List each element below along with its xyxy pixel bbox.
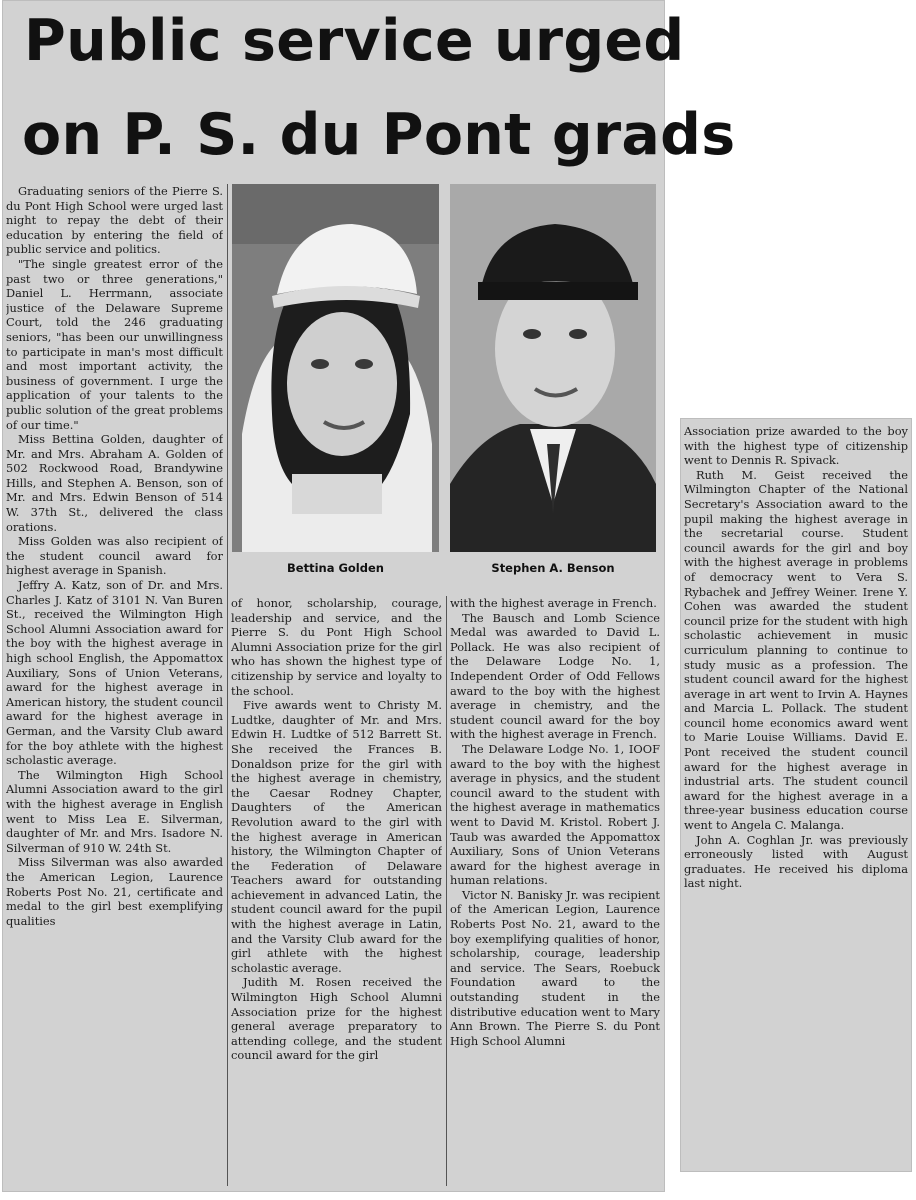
article-paragraph: The Bausch and Lomb Science Medal was awarded to David L. Pollack. He was also recipient of the Delaware Lodge No. 1, Independent Order of Odd Fellows award to the boy with the highest average in chemistry, and the student council award for the boy with the highest average in French.	[450, 610, 660, 742]
graduate-girl-portrait-icon	[232, 184, 439, 552]
article-paragraph: "The single greatest error of the past two or three generations," Daniel L. Herrmann, associate justice of the Delaware Supreme Court, told the 246 graduating seniors, "has been our unwillingness to participate in man's most difficult and most important activity, the business of government. I urge the application of your talents to the public solution of the great problems of our time."	[6, 256, 223, 432]
article-paragraph: Miss Bettina Golden, daughter of Mr. and Mrs. Abraham A. Golden of 502 Rockwood Road, Brandywine Hills, and Stephen A. Benson, son of Mr. and Mrs. Edwin Benson of 514 W. 37th St., delivered the class orations.	[6, 432, 223, 534]
article-paragraph: The Delaware Lodge No. 1, IOOF award to the boy with the highest average in physics, and the student council award to the student with the highest average in mathematics went to David M. Kristol. Robert J. Taub was awarded the Appomattox Auxiliary, Sons of Union Veterans award for the highest average in human relations.	[450, 741, 660, 888]
photo-caption-right: Stephen A. Benson	[491, 561, 615, 575]
column-rule-1	[227, 184, 228, 1186]
graduate-boy-portrait-icon	[450, 184, 656, 552]
article-column-3	[450, 596, 660, 1186]
article-paragraph: Ruth M. Geist received the Wilmington Chapter of the National Secretary's Association award to the pupil making the highest average in the secretarial course. Student council awards for the girl and boy with the highest average in problems of democracy went to Vera S. Rybachek and Jeffrey Weiner. Irene Y. Cohen was awarded the student council prize for the student with high scholastic achievement in music curriculum planning to continue to study music as a profession. The student council award for the highest average in art went to Irvin A. Haynes and Marcia L. Pollack. The student council home economics award went to Marie Louise Williams. David E. Pont received the student council award for the highest average in industrial arts. The student council award for the highest average in a three-year business education course went to Angela C. Malanga.	[684, 467, 908, 833]
article-paragraph: with the highest average in French.	[450, 596, 657, 610]
article-column-1	[6, 184, 223, 1184]
article-paragraph: Miss Silverman was also awarded the American Legion, Laurence Roberts Post No. 21, certificate and medal to the girl best exemplifying qualities	[6, 855, 223, 928]
photo-stephen-a-benson	[450, 184, 656, 552]
article-paragraph: Jeffry A. Katz, son of Dr. and Mrs. Charles J. Katz of 3101 N. Van Buren St., received the Wilmington High School Alumni Association award for the boy with the highest average in high school English, the Appomattox Auxiliary, Sons of Union Veterans, award for the highest average in American history, the student council award for the highest average in German, and the Varsity Club award for the boy athlete with the highest scholastic average.	[6, 578, 223, 768]
article-column-2	[231, 596, 442, 1186]
headline-line-1: Public service urged	[24, 8, 685, 74]
article-column-4	[684, 424, 908, 1124]
article-paragraph: Five awards went to Christy M. Ludtke, daughter of Mr. and Mrs. Edwin H. Ludtke of 512 Barrett St. She received the Frances B. Donaldson prize for the girl with the highest average in chemistry, the Caesar Rodney Chapter, Daughters of the American Revolution award to the girl with the highest average in American history, the Wilmington Chapter of the Federation of Delaware Teachers award for outstanding achievement in advanced Latin, the student council award for the pupil with the highest average in Latin, and the Varsity Club award for the girl athlete with the highest scholastic average.	[231, 698, 442, 975]
article-paragraph: The Wilmington High School Alumni Association award to the girl with the highest average in English went to Miss Lea E. Silverman, daughter of Mr. and Mrs. Isadore N. Silverman of 910 W. 24th St.	[6, 767, 223, 855]
photo-bettina-golden	[232, 184, 439, 552]
article-paragraph: John A. Coghlan Jr. was previously erroneously listed with August graduates. He received his diploma last night.	[684, 832, 908, 891]
photo-caption-left: Bettina Golden	[287, 561, 384, 575]
article-paragraph: Victor N. Banisky Jr. was recipient of the American Legion, Laurence Roberts Post No. 21, award to the boy exemplifying qualities of honor, scholarship, courage, leadership and service. The Sears, Roebuck Foundation award to the outstanding student in the distributive education went to Mary Ann Brown. The Pierre S. du Pont High School Alumni	[450, 887, 660, 1048]
column-rule-2	[446, 596, 447, 1186]
article-paragraph: Association prize awarded to the boy with the highest type of citizenship went to Dennis R. Spivack.	[684, 424, 908, 468]
article-paragraph: of honor, scholarship, courage, leadership and service, and the Pierre S. du Pont High School Alumni Association prize for the girl who has shown the highest type of citizenship by service and loyalty to the school.	[231, 596, 442, 698]
headline-line-2: on P. S. du Pont grads	[22, 102, 736, 168]
article-paragraph: Miss Golden was also recipient of the student council award for highest average in Spanish.	[6, 534, 223, 578]
article-paragraph: Graduating seniors of the Pierre S. du Pont High School were urged last night to repay the debt of their education by entering the field of public service and politics.	[6, 184, 223, 257]
article-paragraph: Judith M. Rosen received the Wilmington High School Alumni Association prize for the highest general average preparatory to attending college, and the student council award for the girl	[231, 975, 442, 1063]
